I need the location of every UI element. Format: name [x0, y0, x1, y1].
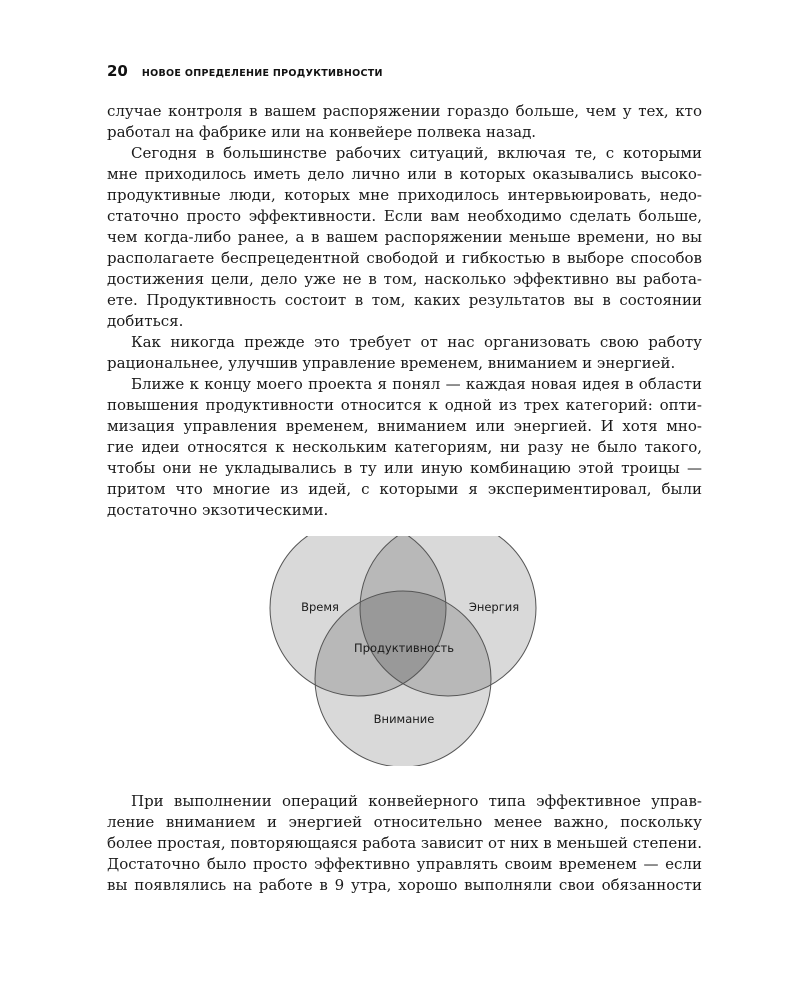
- text-line: гие идеи относятся к нескольким категориям, ни разу не было такого,: [107, 438, 702, 456]
- text-line: ление вниманием и энергией относительно менее важно, поскольку: [107, 813, 702, 831]
- text-line: располагаете беспрецедентной свободой и гибкостью в выборе способов: [107, 249, 702, 267]
- venn-svg: [262, 536, 542, 766]
- text-line: чтобы они не укладывались в ту или иную комбинацию этой троицы —: [107, 459, 702, 477]
- label-time: Время: [301, 600, 339, 614]
- venn-diagram: [262, 536, 542, 766]
- text-line: случае контроля в вашем распоряжении гораздо больше, чем у тех, кто: [107, 102, 702, 120]
- body-text-bottom: [107, 791, 702, 896]
- text-line: Ближе к концу моего проекта я понял — каждая новая идея в области: [131, 375, 702, 393]
- label-attention: Внимание: [373, 712, 435, 726]
- text-line: статочно просто эффективности. Если вам необходимо сделать больше,: [107, 207, 702, 225]
- text-line: рациональнее, улучшив управление временем, вниманием и энергией.: [107, 354, 676, 372]
- text-line: более простая, повторяющаяся работа зависит от них в меньшей степени.: [107, 834, 702, 852]
- text-line: ете. Продуктивность состоит в том, каких результатов вы в состоянии: [107, 291, 702, 309]
- label-energy: Энергия: [468, 600, 520, 614]
- text-line: добиться.: [107, 312, 184, 330]
- text-line: Сегодня в большинстве рабочих ситуаций, включая те, с которыми: [131, 144, 702, 162]
- text-line: продуктивные люди, которых мне приходилось интервьюировать, недо-: [107, 186, 702, 204]
- text-line: достижения цели, дело уже не в том, насколько эффективно вы работа-: [107, 270, 702, 288]
- label-productivity: Продуктивность: [354, 641, 454, 655]
- text-line: мне приходилось иметь дело лично или в которых оказывались высоко-: [107, 165, 702, 183]
- text-line: вы появлялись на работе в 9 утра, хорошо выполняли свои обязанности: [107, 876, 702, 894]
- text-line: работал на фабрике или на конвейере полвека назад.: [107, 123, 537, 141]
- text-line: чем когда-либо ранее, а в вашем распоряжении меньше времени, но вы: [107, 228, 702, 246]
- body-text-top: [107, 101, 702, 521]
- text-line: повышения продуктивности относится к одной из трех категорий: опти-: [107, 396, 702, 414]
- page-number: 20: [107, 62, 128, 80]
- running-header: [107, 62, 383, 80]
- text-line: Как никогда прежде это требует от нас организовать свою работу: [131, 333, 702, 351]
- text-line: При выполнении операций конвейерного типа эффективное управ-: [131, 792, 702, 810]
- text-line: достаточно экзотическими.: [107, 501, 329, 519]
- text-line: Достаточно было просто эффективно управлять своим временем — если: [107, 855, 702, 873]
- text-line: мизация управления временем, вниманием или энергией. И хотя мно-: [107, 417, 702, 435]
- text-line: притом что многие из идей, с которыми я экспериментировал, были: [107, 480, 702, 498]
- running-title: НОВОЕ ОПРЕДЕЛЕНИЕ ПРОДУКТИВНОСТИ: [141, 68, 383, 79]
